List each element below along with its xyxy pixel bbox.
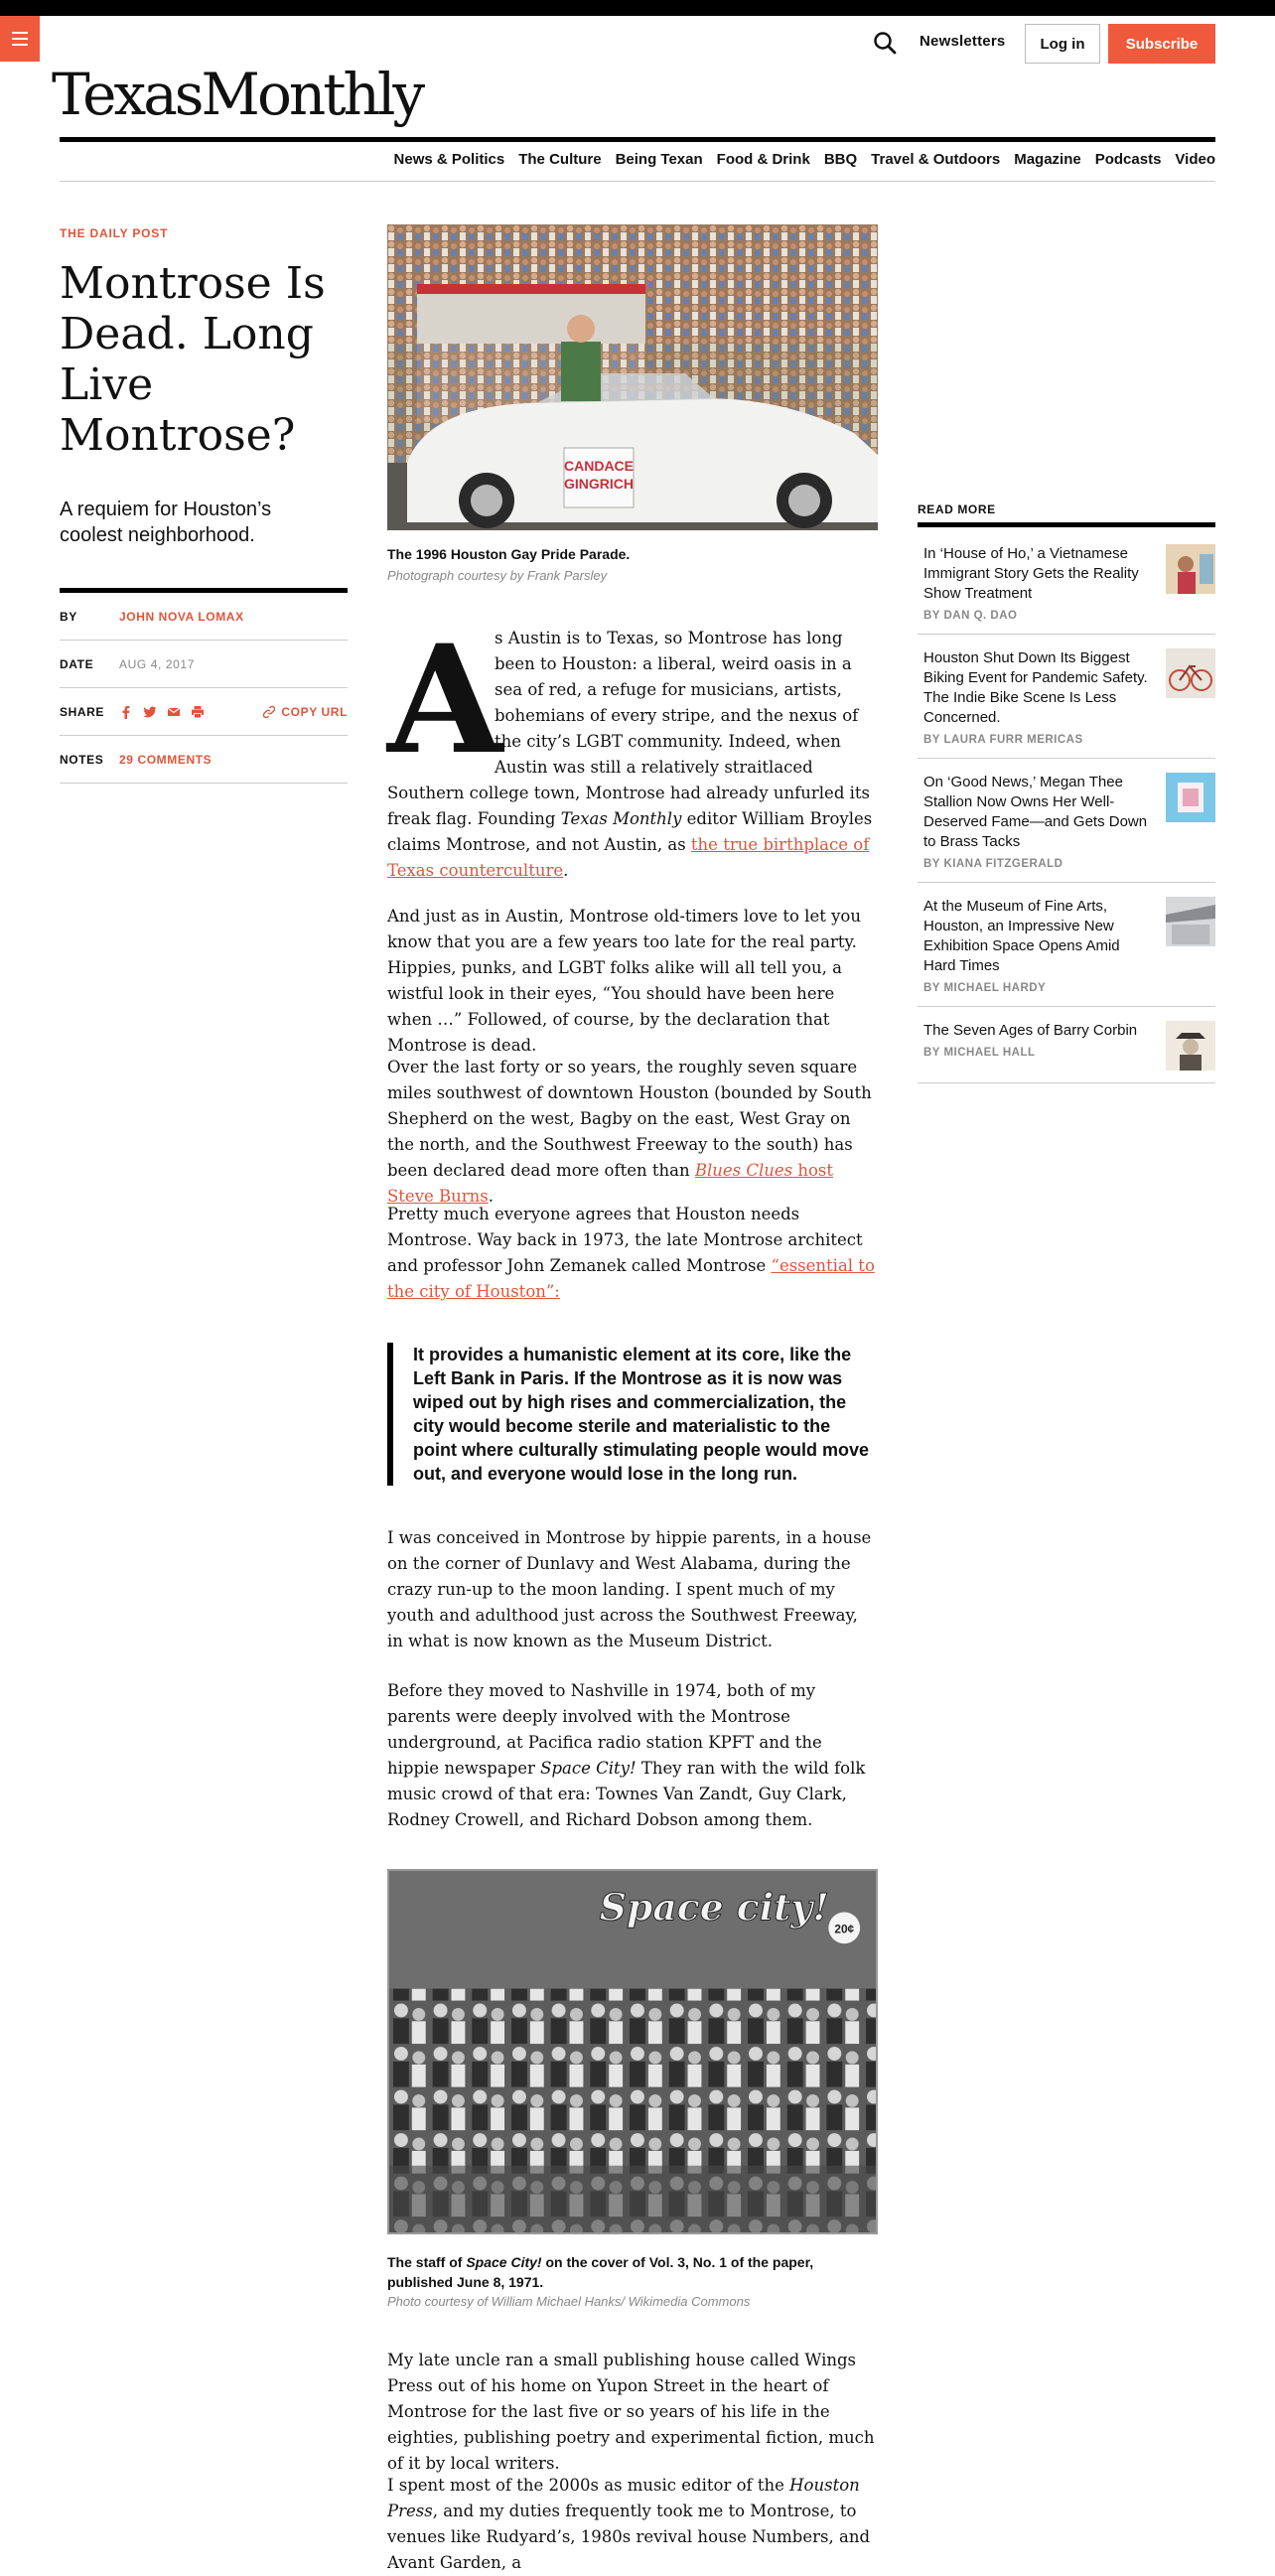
subscribe-button[interactable]: Subscribe [1108, 24, 1215, 64]
link-birthplace-counterculture[interactable]: the true birthplace of Texas counterculture [387, 835, 870, 880]
block-quote: It provides a humanistic element at its core, like the Left Bank in Paris. If the Montrose as it is now was wiped out by high rises and commercialization, the city would become sterile and materialistic to the point where culturally stimulating people would move out, and everyone would lose in the long run. [387, 1343, 878, 1486]
paragraph-8: I spent most of the 2000s as music editor of the Houston Press, and my duties frequently took me to Montrose, to venues like Rudyard’s, 1980s revival house Numbers, and Avant Garden, a [387, 2476, 871, 2572]
nav-item-travel-outdoors[interactable]: Travel & Outdoors [871, 151, 1001, 168]
read-more-thumbnail[interactable] [1166, 897, 1215, 946]
search-icon[interactable] [872, 30, 898, 56]
main-nav [60, 151, 1215, 168]
cover-masthead: Space city! [599, 1885, 829, 1930]
paragraph-7: My late uncle ran a small publishing house called Wings Press out of his home on Yupon Street in the heart of Montrose for the last five or so years of his life in the eighties, publishing poetry and experimental fiction, much of it by local writers. [387, 2351, 875, 2473]
twitter-icon[interactable] [143, 705, 157, 719]
photo2-caption: The staff of Space City! on the cover of Vol. 3, No. 1 of the paper, published June 8, 1971. [387, 2254, 814, 2290]
paragraph-6: Before they moved to Nashville in 1974, both of my parents were deeply involved with the Montrose underground, at Pacifica radio station KPFT and the hippie newspaper Space City! They ran with the wild folk music crowd of that era: Townes Van Zandt, Guy Clark, Rodney Crowell, and Richard Dobson among them. [387, 1681, 866, 1829]
drop-cap: A [387, 613, 503, 787]
article-headline: Montrose Is Dead. Long Live Montrose? [60, 258, 326, 461]
read-more-title[interactable]: At the Museum of Fine Arts, Houston, an Impressive New Exhibition Space Opens Amid Hard Times [923, 898, 1120, 974]
meta-notes [60, 736, 348, 784]
nav-item-news-politics[interactable]: News & Politics [393, 151, 505, 168]
read-more-heading: READ MORE [918, 502, 996, 516]
nav-item-the-culture[interactable]: The Culture [518, 151, 602, 168]
meta-date [60, 641, 348, 688]
read-more-title[interactable]: Houston Shut Down Its Biggest Biking Event for Pandemic Safety. The Indie Bike Scene Is Less Concerned. [923, 649, 1148, 726]
hero-image-parade [387, 224, 878, 530]
date-label: DATE [60, 656, 94, 671]
read-more-author[interactable]: BY MICHAEL HALL [923, 1047, 1036, 1059]
newsletters-link[interactable]: Newsletters [920, 33, 1006, 50]
space-city-cover-photo [387, 1869, 878, 2234]
read-more-thumbnail[interactable] [1166, 544, 1215, 594]
read-more-item[interactable] [918, 883, 1215, 1007]
publish-date: AUG 4, 2017 [119, 656, 195, 671]
read-more-author[interactable]: BY KIANA FITZGERALD [923, 858, 1063, 870]
facebook-icon[interactable] [119, 705, 133, 719]
author-link[interactable]: JOHN NOVA LOMAX [119, 609, 244, 624]
read-more-item[interactable] [918, 759, 1215, 883]
hero-sign-line-2: GINGRICH [564, 476, 634, 492]
link-icon [262, 705, 276, 719]
read-more-thumbnail[interactable] [1166, 648, 1215, 698]
read-more-author[interactable]: BY MICHAEL HARDY [923, 982, 1047, 994]
read-more-item[interactable] [918, 530, 1215, 635]
link-steve-burns[interactable]: Blues Clues host Steve Burns [387, 1161, 834, 1206]
cover-price-badge: 20¢ [834, 1922, 855, 1936]
comments-link[interactable]: 29 COMMENTS [119, 752, 212, 767]
nav-item-being-texan[interactable]: Being Texan [615, 151, 703, 168]
paragraph-4: Pretty much everyone agrees that Houston needs Montrose. Way back in 1973, the late Montrose architect and professor John Zemanek called Montrose “essential to the city of Houston”: [387, 1205, 875, 1301]
copy-url-label: COPY URL [281, 704, 348, 719]
paragraph-3: Over the last forty or so years, the roughly seven square miles southwest of downtown Houston (bounded by South Shepherd on the west, Bagby on the east, West Gray on the north, and the Southwest Freeway to the south) has been declared dead more often than Blues Clues host Steve Burns. [387, 1058, 872, 1206]
meta-byline [60, 593, 348, 641]
login-button[interactable]: Log in [1025, 24, 1100, 64]
section-kicker[interactable]: THE DAILY POST [60, 226, 169, 240]
copy-url-button[interactable] [262, 705, 348, 719]
read-more-item[interactable] [918, 1007, 1215, 1083]
read-more-thumbnail[interactable] [1166, 773, 1215, 822]
paragraph-1: s Austin is to Texas, so Montrose has long been to Houston: a liberal, weird oasis in a sea of red, a refuge for musicians, artists, bohemians of every stripe, and the nexus of the city’s LGBT community. Indeed, when Austin was still a relatively straitlaced Southern college town, Montrose had already unfurled its freak flag. Founding Texas Monthly editor William Broyles claims Montrose, and not Austin, as the true birthplace of Texas counterculture. [387, 629, 873, 880]
read-more-title[interactable]: On ‘Good News,’ Megan Thee Stallion Now Owns Her Well-Deserved Fame—and Gets Down to Brass Tacks [923, 774, 1148, 850]
top-black-bar [0, 0, 1275, 16]
read-more-author[interactable]: BY LAURA FURR MERICAS [923, 734, 1083, 746]
notes-label: NOTES [60, 752, 104, 767]
site-logo[interactable]: TexasMonthly [52, 61, 423, 128]
nav-item-video[interactable]: Video [1175, 151, 1215, 168]
read-more-author[interactable]: BY DAN Q. DAO [923, 610, 1018, 622]
read-more-item[interactable] [918, 635, 1215, 759]
read-more-title[interactable]: The Seven Ages of Barry Corbin [923, 1022, 1138, 1039]
nav-item-bbq[interactable]: BBQ [823, 151, 858, 168]
link-essential-to-houston[interactable]: “essential to the city of Houston”: [387, 1256, 875, 1301]
email-icon[interactable] [167, 705, 181, 719]
paragraph-2: And just as in Austin, Montrose old-timers love to let you know that you are a few years too late for the real party. Hippies, punks, and LGBT folks alike will all tell you, a wistful look in their eyes, “You should have been here when …” Followed, of course, by the declaration that Montrose is dead. [387, 907, 861, 1055]
hamburger-icon [12, 32, 28, 34]
hero-sign-line-1: CANDACE [564, 458, 634, 474]
meta-share [60, 688, 348, 736]
read-more-title[interactable]: In ‘House of Ho,’ a Vietnamese Immigrant Story Gets the Reality Show Treatment [923, 545, 1139, 602]
share-label: SHARE [60, 704, 105, 719]
nav-item-podcasts[interactable]: Podcasts [1094, 151, 1162, 168]
byline-label: BY [60, 609, 77, 624]
read-more-thumbnail[interactable] [1166, 1021, 1215, 1071]
nav-divider [60, 181, 1215, 182]
menu-button[interactable] [0, 16, 40, 62]
read-more-rule [918, 522, 1215, 527]
hero-credit: Photograph courtesy by Frank Parsley [387, 568, 608, 583]
hero-caption: The 1996 Houston Gay Pride Parade. [387, 546, 631, 562]
nav-top-rule [60, 137, 1215, 142]
read-more-list [918, 530, 1215, 1083]
nav-item-food-drink[interactable]: Food & Drink [716, 151, 810, 168]
paragraph-5: I was conceived in Montrose by hippie parents, in a house on the corner of Dunlavy and West Alabama, during the crazy run-up to the moon landing. I spent much of my youth and adulthood just across the Southwest Freeway, in what is now known as the Museum District. [387, 1528, 872, 1650]
nav-item-magazine[interactable]: Magazine [1014, 151, 1081, 168]
print-icon[interactable] [191, 705, 205, 719]
photo2-credit: Photo courtesy of William Michael Hanks/ Wikimedia Commons [387, 2294, 751, 2309]
article-dek: A requiem for Houston’s coolest neighborhood. [60, 499, 272, 546]
article-meta [60, 588, 348, 784]
